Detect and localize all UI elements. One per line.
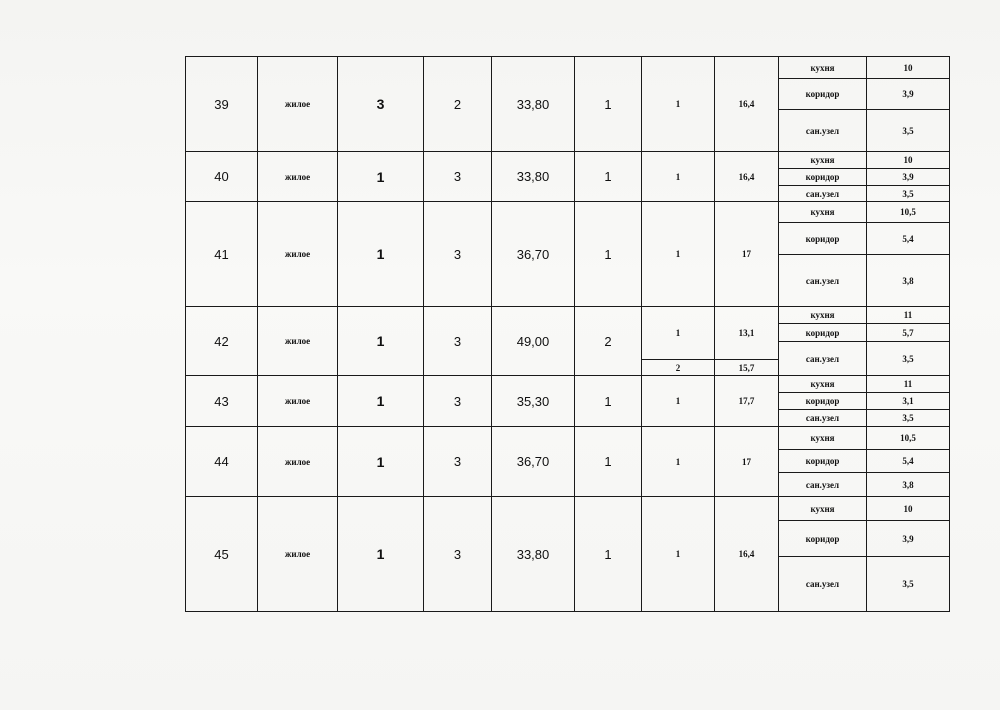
aux-room-area: 10,5 bbox=[867, 202, 950, 223]
living-room-area: 17 bbox=[715, 427, 779, 497]
floor: 2 bbox=[424, 57, 492, 152]
apartment-number: 42 bbox=[186, 307, 258, 376]
aux-room-name: сан.узел bbox=[779, 342, 867, 376]
floor: 3 bbox=[424, 307, 492, 376]
rooms-count: 3 bbox=[338, 57, 424, 152]
apartment-number: 43 bbox=[186, 376, 258, 427]
aux-room-area: 3,5 bbox=[867, 342, 950, 376]
table-row bbox=[186, 307, 950, 324]
living-room-index: 1 bbox=[642, 57, 715, 152]
aux-room-area: 10 bbox=[867, 152, 950, 169]
aux-room-name: сан.узел bbox=[779, 186, 867, 202]
aux-room-area: 5,4 bbox=[867, 450, 950, 473]
rooms-count: 1 bbox=[338, 202, 424, 307]
living-count: 1 bbox=[575, 427, 642, 497]
living-room-index: 1 bbox=[642, 427, 715, 497]
table-row bbox=[186, 497, 950, 521]
apartment-type: жилое bbox=[258, 427, 338, 497]
aux-room-name: коридор bbox=[779, 521, 867, 557]
table-row bbox=[186, 376, 950, 393]
table-row bbox=[186, 202, 950, 223]
aux-room-area: 3,9 bbox=[867, 521, 950, 557]
aux-room-area: 5,7 bbox=[867, 324, 950, 342]
aux-room-name: кухня bbox=[779, 497, 867, 521]
aux-room-name: сан.узел bbox=[779, 110, 867, 152]
aux-room-name: кухня bbox=[779, 57, 867, 79]
living-room-area: 15,7 bbox=[715, 360, 779, 376]
aux-room-area: 10,5 bbox=[867, 427, 950, 450]
apartment-number: 41 bbox=[186, 202, 258, 307]
aux-room-name: кухня bbox=[779, 307, 867, 324]
rooms-count: 1 bbox=[338, 307, 424, 376]
aux-room-area: 3,9 bbox=[867, 79, 950, 110]
rooms-count: 1 bbox=[338, 497, 424, 612]
living-room-index: 1 bbox=[642, 202, 715, 307]
living-room-area: 16,4 bbox=[715, 497, 779, 612]
floor: 3 bbox=[424, 152, 492, 202]
table-row bbox=[186, 152, 950, 169]
table-row bbox=[186, 427, 950, 450]
aux-room-name: сан.узел bbox=[779, 410, 867, 427]
aux-room-area: 3,8 bbox=[867, 255, 950, 307]
aux-room-area: 3,1 bbox=[867, 393, 950, 410]
aux-room-area: 3,5 bbox=[867, 410, 950, 427]
aux-room-name: коридор bbox=[779, 450, 867, 473]
total-area: 36,70 bbox=[492, 202, 575, 307]
aux-room-name: коридор bbox=[779, 223, 867, 255]
apartment-type: жилое bbox=[258, 497, 338, 612]
rooms-count: 1 bbox=[338, 152, 424, 202]
aux-room-area: 3,5 bbox=[867, 557, 950, 612]
living-room-area: 16,4 bbox=[715, 152, 779, 202]
aux-room-name: сан.узел bbox=[779, 255, 867, 307]
living-room-index: 1 bbox=[642, 307, 715, 360]
living-room-index: 2 bbox=[642, 360, 715, 376]
total-area: 49,00 bbox=[492, 307, 575, 376]
aux-room-area: 3,5 bbox=[867, 186, 950, 202]
rooms-count: 1 bbox=[338, 376, 424, 427]
total-area: 35,30 bbox=[492, 376, 575, 427]
living-room-area: 13,1 bbox=[715, 307, 779, 360]
total-area: 33,80 bbox=[492, 152, 575, 202]
living-count: 1 bbox=[575, 152, 642, 202]
living-room-area: 17,7 bbox=[715, 376, 779, 427]
aux-room-area: 11 bbox=[867, 376, 950, 393]
apartment-type: жилое bbox=[258, 152, 338, 202]
aux-room-area: 3,8 bbox=[867, 473, 950, 497]
living-room-area: 16,4 bbox=[715, 57, 779, 152]
aux-room-name: коридор bbox=[779, 79, 867, 110]
living-room-index: 1 bbox=[642, 497, 715, 612]
apartment-number: 40 bbox=[186, 152, 258, 202]
aux-room-name: кухня bbox=[779, 202, 867, 223]
aux-room-name: кухня bbox=[779, 427, 867, 450]
living-count: 1 bbox=[575, 497, 642, 612]
aux-room-name: коридор bbox=[779, 169, 867, 186]
aux-room-area: 3,5 bbox=[867, 110, 950, 152]
floor: 3 bbox=[424, 427, 492, 497]
total-area: 36,70 bbox=[492, 427, 575, 497]
aux-room-name: кухня bbox=[779, 376, 867, 393]
living-count: 1 bbox=[575, 202, 642, 307]
apartments-table bbox=[185, 56, 950, 612]
living-room-index: 1 bbox=[642, 152, 715, 202]
aux-room-name: коридор bbox=[779, 324, 867, 342]
aux-room-name: сан.узел bbox=[779, 473, 867, 497]
total-area: 33,80 bbox=[492, 497, 575, 612]
floor: 3 bbox=[424, 497, 492, 612]
aux-room-name: кухня bbox=[779, 152, 867, 169]
table-row bbox=[186, 57, 950, 79]
living-room-index: 1 bbox=[642, 376, 715, 427]
aux-room-name: сан.узел bbox=[779, 557, 867, 612]
floor: 3 bbox=[424, 202, 492, 307]
apartment-type: жилое bbox=[258, 57, 338, 152]
floor: 3 bbox=[424, 376, 492, 427]
apartment-number: 44 bbox=[186, 427, 258, 497]
apartment-type: жилое bbox=[258, 307, 338, 376]
aux-room-area: 11 bbox=[867, 307, 950, 324]
aux-room-area: 10 bbox=[867, 497, 950, 521]
living-room-area: 17 bbox=[715, 202, 779, 307]
living-count: 1 bbox=[575, 57, 642, 152]
apartment-number: 39 bbox=[186, 57, 258, 152]
aux-room-name: коридор bbox=[779, 393, 867, 410]
living-count: 1 bbox=[575, 376, 642, 427]
aux-room-area: 10 bbox=[867, 57, 950, 79]
apartment-number: 45 bbox=[186, 497, 258, 612]
total-area: 33,80 bbox=[492, 57, 575, 152]
living-count: 2 bbox=[575, 307, 642, 376]
apartment-type: жилое bbox=[258, 376, 338, 427]
aux-room-area: 3,9 bbox=[867, 169, 950, 186]
apartment-type: жилое bbox=[258, 202, 338, 307]
rooms-count: 1 bbox=[338, 427, 424, 497]
aux-room-area: 5,4 bbox=[867, 223, 950, 255]
